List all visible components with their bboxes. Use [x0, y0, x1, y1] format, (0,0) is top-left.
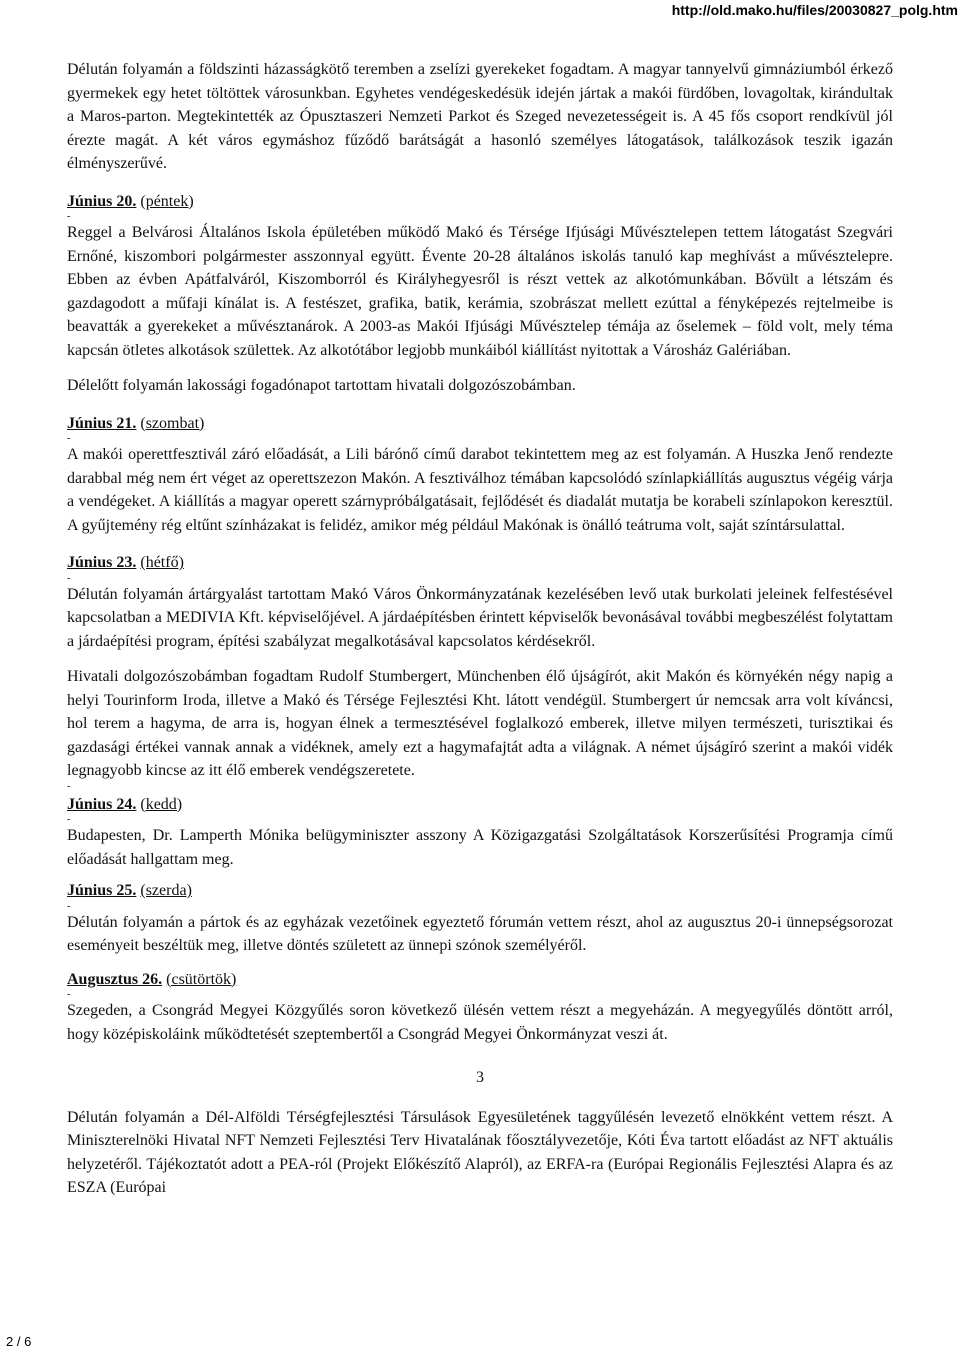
page-counter: 2 / 6: [6, 1334, 32, 1349]
section-paragraph: Reggel a Belvárosi Általános Iskola épületében működő Makó és Térsége Ifjúsági Művésztelepen tettem látogatást Szegvári Ernőné, kiszombori polgármester asszonnyal együtt. Évente 20-28 általános iskolás tanuló kap meghívást a művésztelepre. Ebben az évben Apátfalváról, Kiszomborról és Királyhegyesről is részt vettek az alkotómunkában. Bővült a létszám és gazdagodott a műfaji kínálat is. A festészet, grafika, batik, kerámia, szobrászat mellett ezúttal a fényképezés rejtelmeibe is beavatták a gyerekeket a művésztanárok. A 2003-as Makói Ifjúsági Művésztelep témája az őselemek – föld volt, mely téma kapcsán ötletes alkotások születtek. Az alkotótábor legjobb munkáiból kiállítást nyitottak a Városház Galériában.: [67, 224, 893, 359]
separator-dash: -: [67, 211, 71, 222]
section-day: (szombat): [140, 414, 205, 432]
section-date: Június 24.: [67, 795, 137, 813]
section-paragraph: Délután folyamán a pártok és az egyházak vezetőinek egyeztető fórumán vettem részt, ahol az augusztus 20-i ünnepségsorozat eseményeit beszéltük meg, illetve döntés született az ünnepi szónok személyéről.: [67, 913, 893, 954]
section-date: Június 23.: [67, 554, 137, 571]
section-date: Június 21.: [67, 414, 137, 432]
section-paragraph: Hivatali dolgozószobámban fogadtam Rudolf Stumbergert, Münchenben élő újságírót, akit Makón és környékén négy napig a helyi Tourinform Iroda, illetve a Makó és Térsége Fejlesztési Kht. látott vendégül. Stumbergert úr nemcsak arra volt kíváncsi, hol terem a hagyma, de arra is, hogyan élnek a termesztésével foglalkozó emberek, illetve milyen természeti, turisztikai és gazdasági értékei vannak annak a vidéknek, amely ezt a hagymafajtát adta a világnak. A német újságíró szerint a makói vidék legnagyobb kincse az itt élő emberek vendégszeretete.: [67, 668, 893, 779]
section-heading: [67, 412, 893, 436]
separator-dash: -: [67, 989, 71, 1000]
section-paragraph: Délelőtt folyamán lakossági fogadónapot tartottam hivatali dolgozószobámban.: [67, 377, 576, 394]
intro-paragraph: Délután folyamán a földszinti házasságkötő teremben a zselízi gyerekeket fogadtam. A magyar tannyelvű gimnáziumból érkező gyermekek egy hetet töltöttek városunkban. Egyhetes vendégeskedésük idején jártak a makói fürdőben, lovagoltak, kirándultak a Maros-parton. Megtekintették az Ópusztaszeri Nemzeti Parkot és Szeged nevezetességeit is. A 45 fős csoport rendkívül jól érezte magát. A két város egymáshoz fűződő barátságát a hasonló személyes látogatások, találkozások teszik igazán élményszerűvé.: [67, 61, 893, 172]
separator-dash: -: [67, 900, 71, 912]
section-day: (csütörtök): [166, 970, 237, 988]
section-heading: [67, 551, 893, 575]
section-day: (kedd): [140, 795, 183, 813]
section-heading: [67, 879, 893, 903]
separator-dash: -: [67, 572, 71, 584]
section-date: Június 25.: [67, 882, 137, 899]
section-heading: [67, 190, 893, 214]
separator-dash: -: [67, 433, 71, 444]
document-page-number: 3: [476, 1069, 484, 1086]
section-paragraph: Délután folyamán ártárgyalást tartottam Makó Város Önkormányzatának kezelésében levő utak burkolati jeleinek felfestésével kapcsolatban a MEDIVIA Kft. képviselőjével. A járdaépítésben érintett képviselők bevonásával további megbeszélést folytattam a járdaépítési program, építési szabályzat megalkotásával kapcsolatos kérdésekről.: [67, 585, 893, 650]
final-paragraph: Délután folyamán a Dél-Alföldi Térségfejlesztési Társulások Egyesületének taggyűlésén levezető elnökként vettem részt. A Miniszterelnöki Hivatal NFT Nemzeti Fejlesztési Terv Hivatalának főosztályvezetője, Kóti Éva tartott előadást az NFT aktuális helyzetéről. Tájékoztatót adott a PEA-ról (Projekt Előkészítő Alapról), az ERFA-ra (Európai Regionális Fejlesztési Alapra és az ESZA (Európai: [67, 1108, 893, 1196]
section-paragraph: A makói operettfesztivál záró előadását, a Lili bárónő című darabot tekintettem meg az est folyamán. A Huszka Jenő rendezte darabbal még nem ért véget az operettszezon Makón. A fesztiválhoz témában kapcsolódó színlapkiállítás augusztus végéig várja a vendégeket. A kiállítás a magyar operett szárnypróbálgatásait, fejlődését és diadalát mutatja be korabeli színlapokon keresztül. A gyűjtemény rég eltűnt színházakat is felidéz, amikor még például Makónak is önálló teátruma volt, saját színtársulattal.: [67, 446, 893, 534]
section-heading: [67, 793, 893, 817]
page-url: http://old.mako.hu/files/20030827_polg.htm: [671, 2, 958, 18]
section-date: Június 20.: [67, 192, 137, 210]
section-paragraph: Szegeden, a Csongrád Megyei Közgyűlés soron következő ülésén vettem részt a megyeházán. A megyegyűlés döntött arról, hogy középiskoláink működtetését szeptembertől a Csongrád Megyei Önkormányzat veszi át.: [67, 1002, 893, 1043]
separator-dash: -: [67, 780, 71, 792]
section-date: Augusztus 26.: [67, 970, 163, 988]
section-day: (péntek): [140, 192, 194, 210]
section-heading: [67, 968, 893, 992]
section-day: (szerda): [140, 882, 192, 899]
section-day: (hétfő): [140, 554, 184, 571]
document-body: [67, 58, 893, 1200]
section-paragraph: Budapesten, Dr. Lamperth Mónika belügyminiszter asszony A Közigazgatási Szolgáltatások Korszerűsítési Programja című előadását hallgattam meg.: [67, 827, 893, 868]
separator-dash: -: [67, 814, 71, 825]
